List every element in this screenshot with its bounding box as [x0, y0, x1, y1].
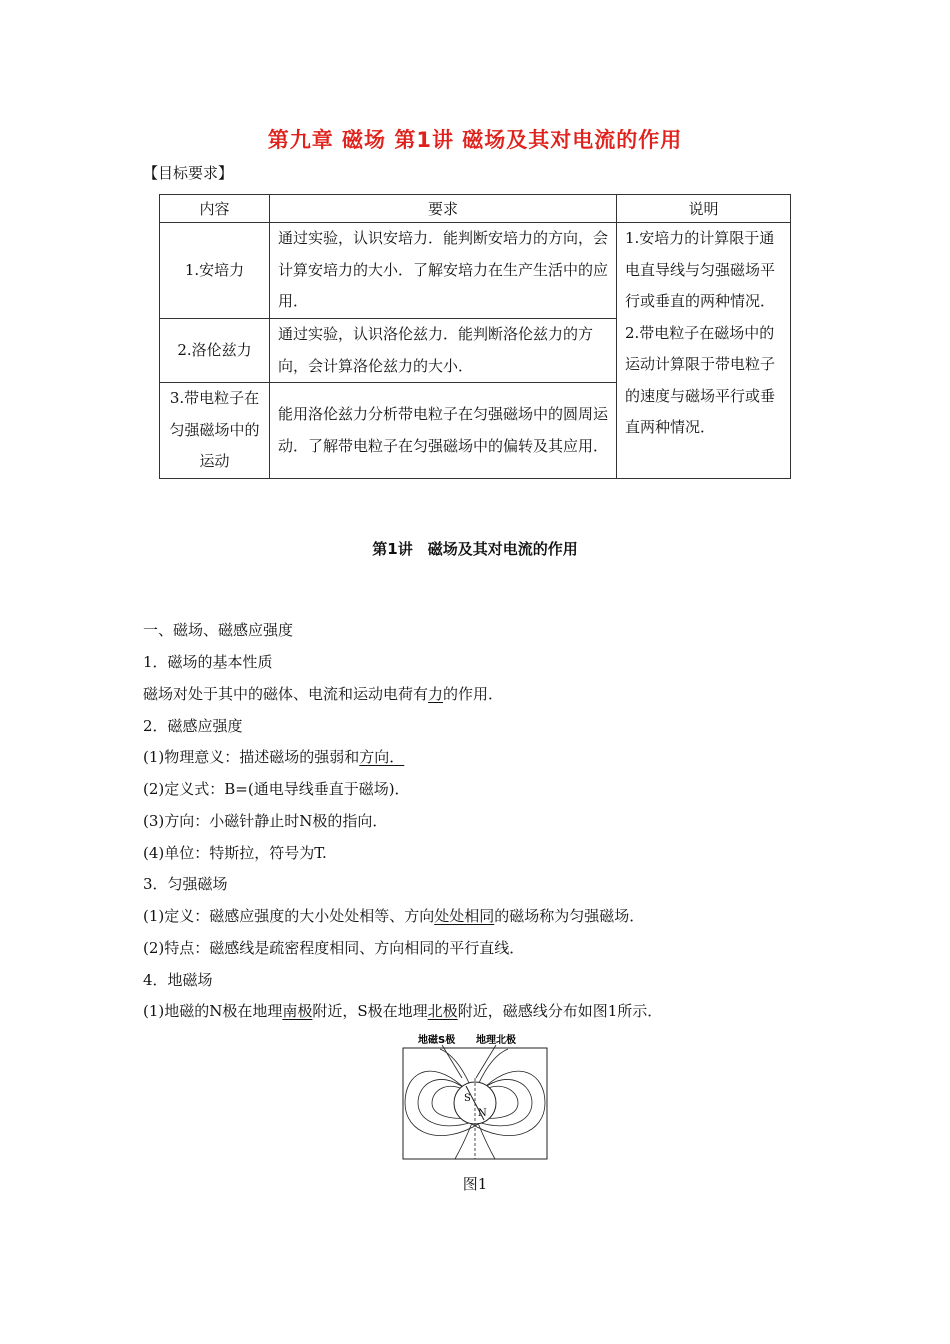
pointer-line	[476, 1045, 496, 1078]
paragraph: (4)单位：特斯拉，符号为T.	[143, 844, 327, 862]
pointer-line	[442, 1045, 462, 1078]
goals-table	[159, 194, 791, 479]
text: (1)定义：磁感应强度的大小处处相等、方向	[143, 907, 435, 925]
page-title: 第九章 磁场 第1讲 磁场及其对电流的作用	[267, 128, 683, 152]
figure-caption: 图1	[462, 1175, 488, 1193]
text: (1)物理意义：描述磁场的强弱和	[143, 748, 360, 766]
paragraph: (2)特点：磁感线是疏密程度相同、方向相同的平行直线．	[143, 939, 525, 957]
section-subtitle: 第1讲 磁场及其对电流的作用	[372, 540, 578, 558]
row-requirement: 能用洛伦兹力分析带电粒子在匀强磁场中的圆周运动．了解带电粒子在匀强磁场中的偏转及其应用．	[270, 383, 617, 479]
row-content: 2.洛伦兹力	[160, 319, 270, 383]
row-content: 1.安培力	[160, 223, 270, 319]
label-geomagnetic-s: 地磁S极	[418, 1035, 456, 1046]
goals-label: 【目标要求】	[143, 164, 234, 182]
paragraph	[143, 905, 644, 926]
paragraph	[143, 746, 404, 767]
header-requirement: 要求	[270, 195, 617, 223]
text: 附近，磁感线分布如图1所示．	[457, 1002, 663, 1020]
item-heading: 1．磁场的基本性质	[143, 653, 273, 671]
row-requirement: 通过实验，认识安培力．能判断安培力的方向，会计算安培力的大小．了解安培力在生产生活中的应用．	[270, 223, 617, 319]
table-row	[160, 223, 791, 319]
blank-answer: 力	[428, 685, 444, 703]
blank-answer: 北极	[427, 1002, 458, 1020]
paragraph	[143, 1000, 662, 1021]
note-cell: 1.安培力的计算限于通电直导线与匀强磁场平行或垂直的两种情况．2.带电粒子在磁场中的运动计算限于带电粒子的速度与磁场平行或垂直两种情况．	[617, 223, 791, 479]
text: 附近，S极在地理	[312, 1002, 428, 1020]
earth-magnetic-field-figure	[400, 1028, 550, 1163]
text: 的磁场称为匀强磁场．	[494, 907, 645, 925]
header-content: 内容	[160, 195, 270, 223]
item-heading: 3．匀强磁场	[143, 875, 228, 893]
section-heading: 一、磁场、磁感应强度	[143, 621, 294, 639]
text: (1)地磁的N极在地理	[143, 1002, 283, 1020]
text: 磁场对处于其中的磁体、电流和运动电荷有	[143, 685, 429, 703]
row-content: 3.带电粒子在匀强磁场中的运动	[160, 383, 270, 479]
row-requirement: 通过实验，认识洛伦兹力．能判断洛伦兹力的方向，会计算洛伦兹力的大小．	[270, 319, 617, 383]
paragraph	[143, 683, 503, 704]
paragraph: (3)方向：小磁针静止时N极的指向．	[143, 812, 388, 830]
item-heading: 4．地磁场	[143, 971, 213, 989]
item-heading: 2．磁感应强度	[143, 717, 243, 735]
pole-s-label: S	[464, 1093, 471, 1104]
table-header-row	[160, 195, 791, 223]
blank-answer: 方向．	[359, 748, 405, 766]
pole-n-label: N	[478, 1108, 487, 1119]
paragraph: (2)定义式：B=(通电导线垂直于磁场)．	[143, 780, 410, 798]
blank-answer: 处处相同	[434, 907, 495, 925]
blank-answer: 南极	[282, 1002, 313, 1020]
label-geographic-north: 地理北极	[476, 1035, 516, 1046]
text: 的作用．	[443, 685, 504, 703]
header-note: 说明	[617, 195, 791, 223]
